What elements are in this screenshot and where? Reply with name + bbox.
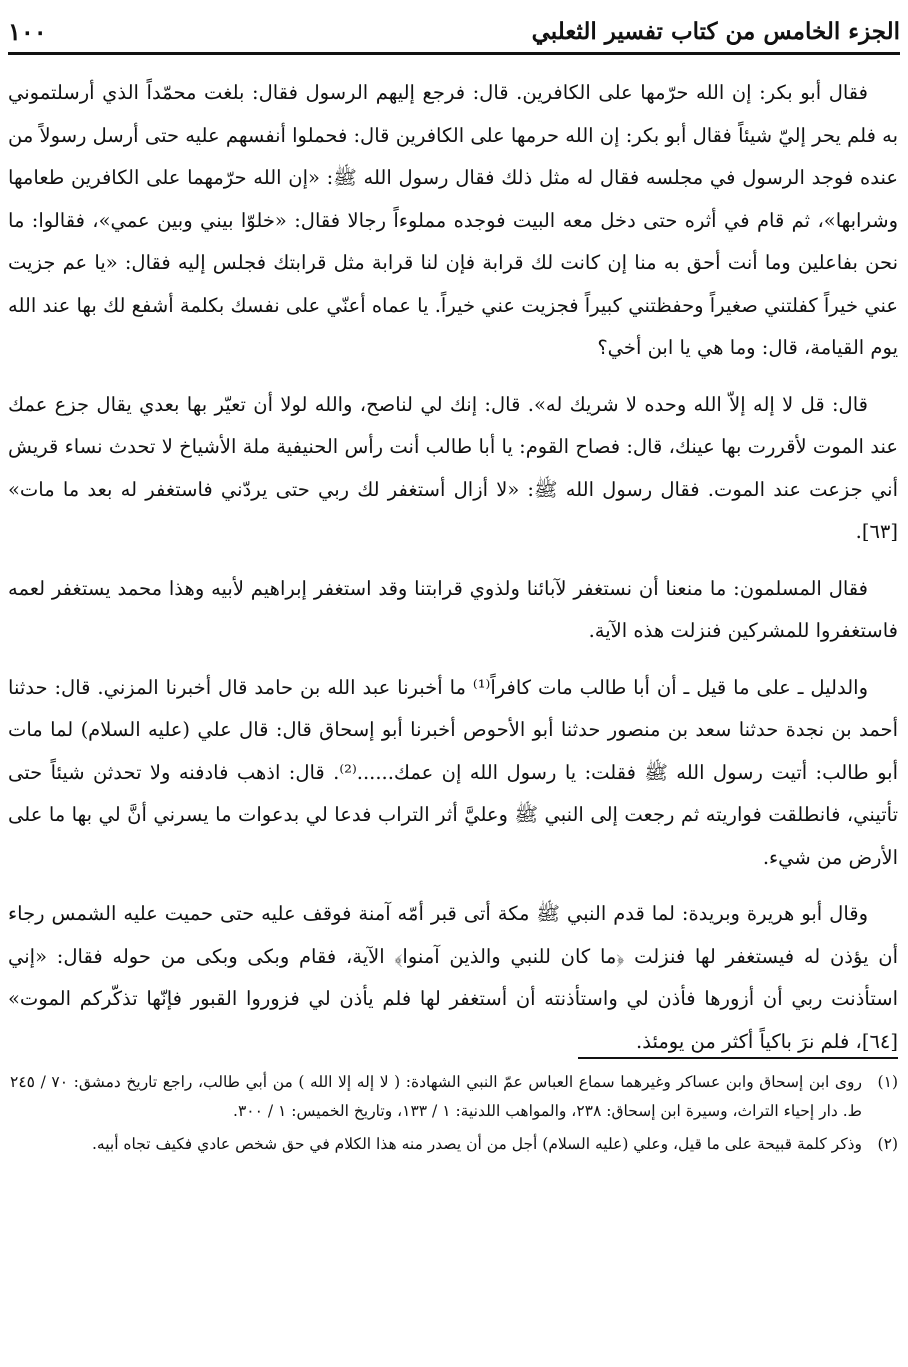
- footnote-text: وذكر كلمة قبيحة على ما قيل، وعلي (عليه السلام) أجل من أن يصدر منه هذا الكلام في حق شخص عادي فكيف تجاه أبيه.: [91, 1135, 862, 1153]
- footnote-text: روى ابن إسحاق وابن عساكر وغيرهما سماع العباس عمّ النبي الشهادة: ( لا إله إلا الله ) من أبي طالب، راجع تاريخ دمشق: ٧٠ / ٢٤٥ ط. دار إحياء التراث، وسيرة ابن إسحاق: ٢٣٨، والمواهب اللدنية: ١ / ١٣٣، وتاريخ الخميس: ١ / ٣٠٠.: [10, 1073, 863, 1120]
- page-header: [8, 10, 900, 55]
- paragraph: وقال أبو هريرة وبريدة: لما قدم النبي ﷺ مكة أتى قبر أمّه آمنة فوقف عليه حتى حميت عليه الشمس رجاء أن يؤذن له فيستغفر لها فنزلت ﴿ما كان للنبي والذين آمنوا﴾ الآية، فقام وبكى وبكى من حوله فقال: «إني استأذنت ربي أن أزورها فأذن لي واستأذنته أن أستغفر لها فلم يأذن لي فزوروا القبور فإنّها تذكّركم الموت» [٦٤]، فلم نرَ باكياً أكثر من يومئذ.: [8, 902, 898, 1053]
- footnote: [10, 1130, 898, 1159]
- footnote-number: (١): [877, 1073, 898, 1091]
- paragraph: فقال المسلمون: ما منعنا أن نستغفر لآبائنا ولذوي قرابتنا وقد استغفر إبراهيم لأبيه وهذا محمد يستغفر لعمه فاستغفروا للمشركين فنزلت هذه الآية.: [8, 576, 898, 642]
- running-title: الجزء الخامس من كتاب تفسير الثعلبي: [531, 17, 900, 45]
- main-text: [8, 72, 898, 1077]
- footnotes: [10, 1068, 898, 1163]
- paragraph: فقال أبو بكر: إن الله حرّمها على الكافرين. قال: فرجع إليهم الرسول فقال: بلغت محمّداً الذي أرسلتموني به فلم يحر إليّ شيئاً فقال أبو بكر: إن الله حرمها على الكافرين قال: فحملوا أنفسهم عليه حتى أرسل رسولاً من عنده فوجد الرسول في مجلسه فقال له مثل ذلك فقال رسول الله ﷺ: «إن الله حرّمهما على الكافرين طعامها وشرابها»، ثم قام في أثره حتى دخل معه البيت فوجده مملوءاً رجالا فقال: «خلوّا بيني وبين عمي»، فقالوا: ما نحن بفاعلين وما أنت أحق به منا إن كانت لك قرابة فإن لنا قرابة مثل قرابتك فجلس إليه فقال: «يا عم جزيت عني خيراً كفلتني صغيراً وحفظتني كبيراً فجزيت عني خيراً. يا عماه أعنّي على نفسك بكلمة أشفع لك بها عند الله يوم القيامة، قال: وما هي يا ابن أخي؟: [8, 81, 898, 359]
- paragraph: قال: قل لا إله إلاّ الله وحده لا شريك له». قال: إنك لي لناصح، والله لولا أن تعيّر بها بعدي يقال جزع عمك عند الموت لأقررت بها عينك، قال: فصاح القوم: يا أبا طالب أنت رأس الحنيفية ملة الأشياخ لا تحدث نساء قريش أني جزعت عند الموت. فقال رسول الله ﷺ: «لا أزال أستغفر لك ربي حتى يردّني فاستغفر له بعد ما مات» [٦٣].: [8, 392, 898, 543]
- footnote-divider: [578, 1057, 898, 1059]
- footnote: [10, 1068, 898, 1126]
- paragraph: والدليل ـ على ما قيل ـ أن أبا طالب مات كافراً⁽¹⁾ ما أخبرنا عبد الله بن حامد قال أخبرنا المزني. قال: حدثنا أحمد بن نجدة حدثنا سعد بن منصور حدثنا أبو الأحوص أخبرنا أبو إسحاق قال: قال علي (عليه السلام) لما مات أبو طالب: أتيت رسول الله ﷺ فقلت: يا رسول الله إن عمك......⁽²⁾. قال: اذهب فادفنه ولا تحدثن شيئاً حتى تأتيني، فانطلقت فواريته ثم رجعت إلى النبي ﷺ وعليَّ أثر التراب فدعا لي بدعوات ما يسرني أنَّ لي بها ما على الأرض من شيء.: [8, 675, 898, 869]
- page-number: ١٠٠: [8, 16, 47, 46]
- footnote-number: (٢): [877, 1135, 898, 1153]
